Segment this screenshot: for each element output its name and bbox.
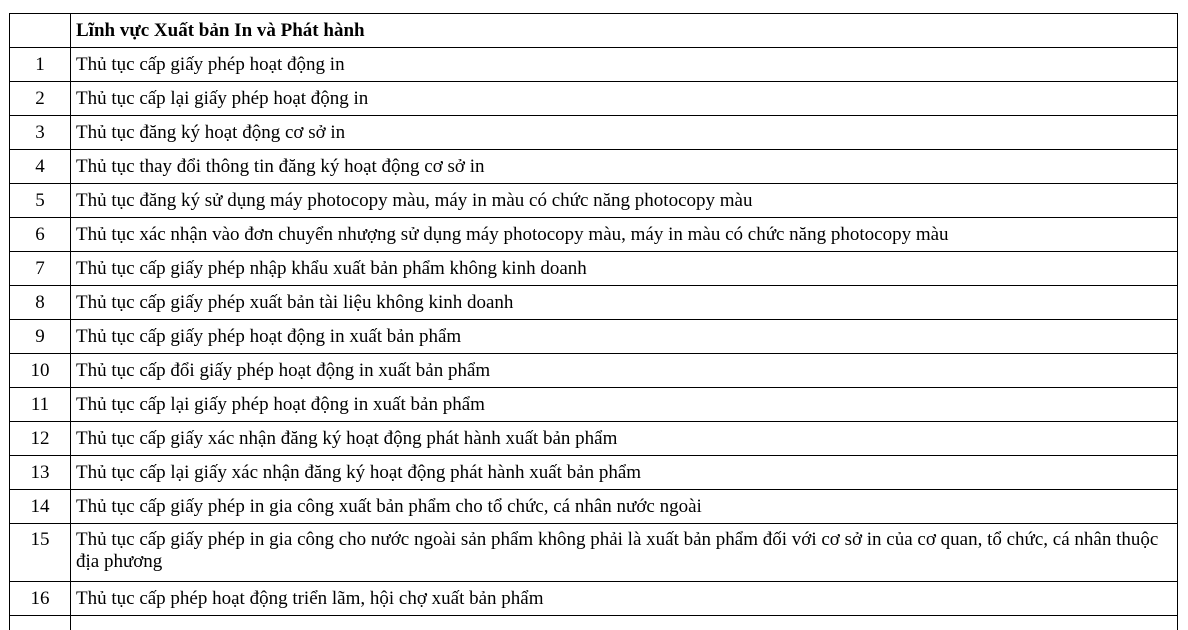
row-text: Thủ tục xác nhận vào đơn chuyển nhượng sử dụng máy photocopy màu, máy in màu có chức năng photocopy màu bbox=[71, 218, 1178, 252]
row-number: 11 bbox=[10, 388, 71, 422]
table-row bbox=[10, 48, 1178, 82]
table-row bbox=[10, 490, 1178, 524]
row-text: Thủ tục cấp lại giấy phép hoạt động in xuất bản phẩm bbox=[71, 388, 1178, 422]
row-text: Thủ tục cấp giấy phép in gia công xuất bản phẩm cho tổ chức, cá nhân nước ngoài bbox=[71, 490, 1178, 524]
row-number: 14 bbox=[10, 490, 71, 524]
row-number: 1 bbox=[10, 48, 71, 82]
row-text: Thủ tục cấp giấy xác nhận đăng ký hoạt động phát hành xuất bản phẩm bbox=[71, 422, 1178, 456]
row-text: Thủ tục cấp giấy phép in gia công cho nước ngoài sản phẩm không phải là xuất bản phẩm đối với cơ sở in của cơ quan, tổ chức, cá nhân thuộc địa phương bbox=[71, 524, 1178, 582]
header-number-cell bbox=[10, 14, 71, 48]
table-row bbox=[10, 184, 1178, 218]
table-row-partial bbox=[10, 616, 1178, 630]
table-row bbox=[10, 456, 1178, 490]
row-text: Thủ tục cấp phép hoạt động triển lãm, hội chợ xuất bản phẩm bbox=[71, 582, 1178, 616]
row-number bbox=[10, 616, 71, 630]
header-title-cell: Lĩnh vực Xuất bản In và Phát hành bbox=[71, 14, 1178, 48]
table-row bbox=[10, 218, 1178, 252]
row-number: 10 bbox=[10, 354, 71, 388]
table-row bbox=[10, 286, 1178, 320]
row-text: Thủ tục đăng ký hoạt động cơ sở in bbox=[71, 116, 1178, 150]
row-text: Thủ tục cấp đổi giấy phép hoạt động in xuất bản phẩm bbox=[71, 354, 1178, 388]
row-number: 2 bbox=[10, 82, 71, 116]
row-number: 6 bbox=[10, 218, 71, 252]
row-text: Thủ tục cấp giấy phép hoạt động in bbox=[71, 48, 1178, 82]
table-row bbox=[10, 116, 1178, 150]
row-number: 4 bbox=[10, 150, 71, 184]
row-text: Thủ tục cấp giấy phép xuất bản tài liệu không kinh doanh bbox=[71, 286, 1178, 320]
table-row bbox=[10, 82, 1178, 116]
table-row bbox=[10, 524, 1178, 582]
table-row bbox=[10, 388, 1178, 422]
table-row bbox=[10, 422, 1178, 456]
row-text: Thủ tục cấp lại giấy phép hoạt động in bbox=[71, 82, 1178, 116]
row-text: Thủ tục cấp giấy phép hoạt động in xuất bản phẩm bbox=[71, 320, 1178, 354]
table-row bbox=[10, 320, 1178, 354]
procedures-table bbox=[9, 13, 1178, 630]
row-text: Thủ tục cấp giấy phép nhập khẩu xuất bản phẩm không kinh doanh bbox=[71, 252, 1178, 286]
table-row bbox=[10, 252, 1178, 286]
table-row bbox=[10, 150, 1178, 184]
row-text bbox=[71, 616, 1178, 630]
table-header-row bbox=[10, 14, 1178, 48]
row-number: 5 bbox=[10, 184, 71, 218]
row-text: Thủ tục đăng ký sử dụng máy photocopy màu, máy in màu có chức năng photocopy màu bbox=[71, 184, 1178, 218]
row-number: 12 bbox=[10, 422, 71, 456]
table-row bbox=[10, 354, 1178, 388]
row-number: 3 bbox=[10, 116, 71, 150]
row-number: 13 bbox=[10, 456, 71, 490]
row-number: 9 bbox=[10, 320, 71, 354]
row-number: 15 bbox=[10, 524, 71, 582]
row-text: Thủ tục thay đổi thông tin đăng ký hoạt động cơ sở in bbox=[71, 150, 1178, 184]
table-row bbox=[10, 582, 1178, 616]
row-number: 16 bbox=[10, 582, 71, 616]
row-number: 7 bbox=[10, 252, 71, 286]
row-text: Thủ tục cấp lại giấy xác nhận đăng ký hoạt động phát hành xuất bản phẩm bbox=[71, 456, 1178, 490]
row-number: 8 bbox=[10, 286, 71, 320]
